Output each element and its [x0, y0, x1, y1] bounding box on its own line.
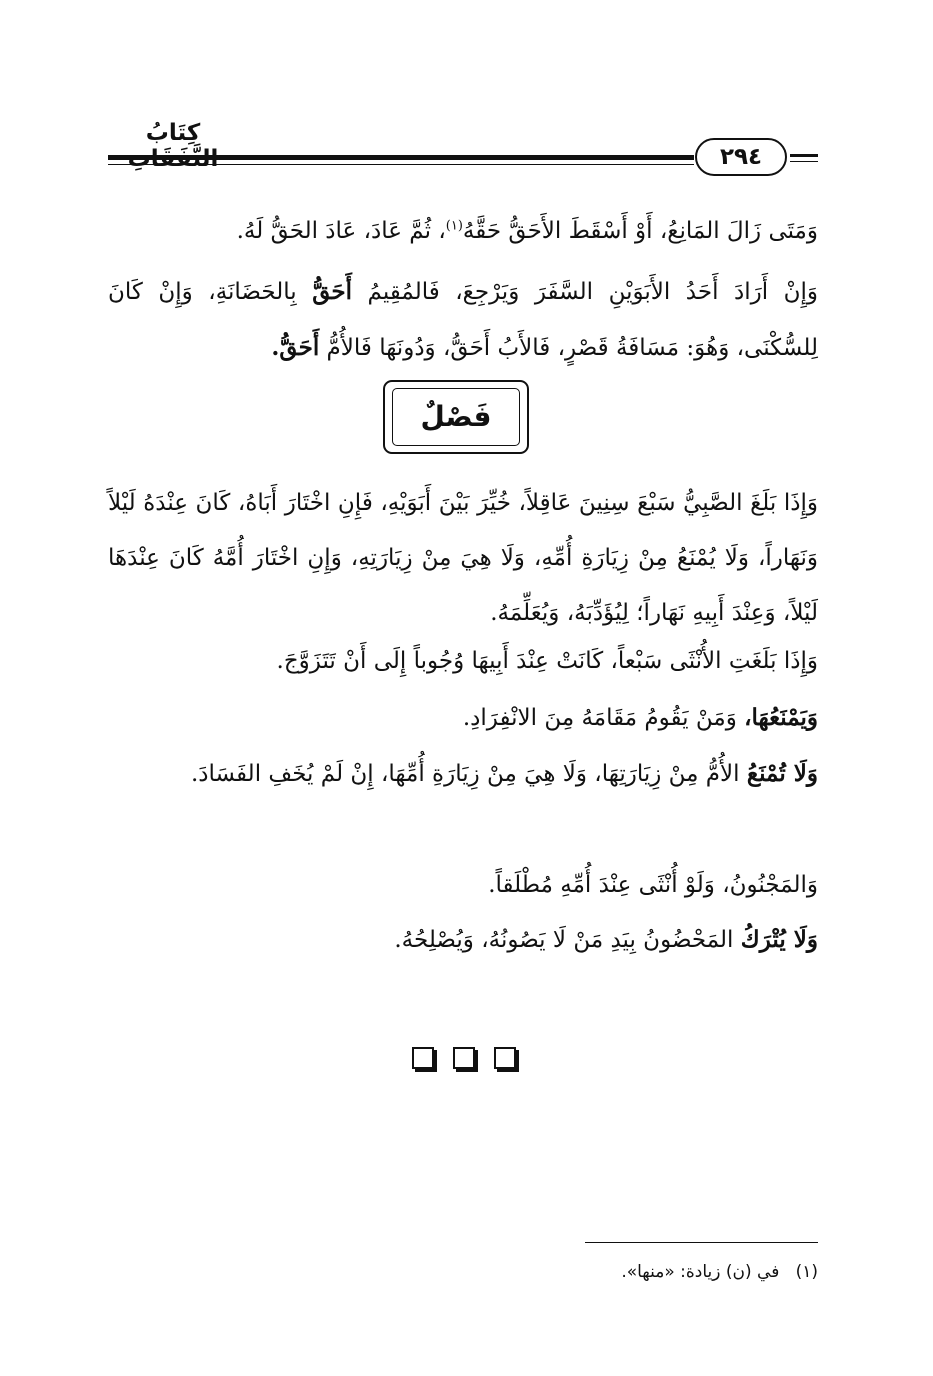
header-dash [790, 154, 818, 157]
bold-term: أَحَقُّ. [271, 334, 320, 361]
paragraph-text: المَحْضُونُ بِيَدِ مَنْ لَا يَصُونُهُ، وَيُصْلِحُهُ. [394, 927, 734, 953]
footnote-separator [585, 1242, 818, 1243]
paragraph-5 [108, 690, 818, 746]
square-ornament-icon [453, 1047, 475, 1069]
paragraph-text: ، ثُمَّ عَادَ، عَادَ الحَقُّ لَهُ. [236, 218, 446, 244]
footnote-text: في (ن) زيادة: «منها». [621, 1262, 780, 1282]
footnote-number: (١) [795, 1262, 818, 1282]
bold-term: وَلَا تُمْنَعُ [746, 760, 818, 787]
section-heading: فَصْلٌ [420, 400, 492, 433]
paragraph-3: وَإِذَا بَلَغَ الصَّبِيُّ سَبْعَ سِنِينَ عَاقِلاً، خُيِّرَ بَيْنَ أَبَوَيْهِ، فَإِنِ اخْتَارَ أَبَاهُ، كَانَ عِنْدَهُ لَيْلاً وَنَهَاراً، وَلَا يُمْنَعُ مِنْ زِيَارَةِ أُمِّهِ، وَلَا هِيَ مِنْ زِيَارَتِهِ، وَإِنِ اخْتَارَ أُمَّهُ كَانَ عِنْدَهَا لَيْلاً، وَعِنْدَ أَبِيهِ نَهَاراً؛ لِيُؤَدِّبَهُ، وَيُعَلِّمَهُ. [108, 490, 818, 626]
paragraph-8 [108, 912, 818, 968]
paragraph-text: وَمَتَى زَالَ المَانِعُ، أَوْ أَسْقَطَ الأَحَقُّ حَقَّهُ [462, 218, 818, 244]
paragraph-text: وَمَنْ يَقُومُ مَقَامَهُ مِنَ الانْفِرَادِ. [462, 705, 737, 731]
paragraph-2 [108, 264, 818, 376]
header-rule-thin [108, 164, 694, 165]
paragraph-text: بِالحَضَانَةِ، وَإِنْ كَانَ لِلسُّكْنَى، وَهُوَ: مَسَافَةُ قَصْرٍ، فَالأَبُ أَحَقُّ، وَدُونَهَا فَالأُمُّ [108, 279, 818, 361]
end-of-section-marks [412, 1047, 522, 1073]
bold-term: وَلَا يُتْرَكُ [740, 926, 818, 953]
footnote [500, 1262, 818, 1282]
bold-term: وَيَمْنَعُهَا، [744, 704, 818, 731]
paragraph-6 [108, 746, 818, 802]
square-ornament-icon [494, 1047, 516, 1069]
paragraph-text: الأُمُّ مِنْ زِيَارَتِهَا، وَلَا هِيَ مِنْ زِيَارَةِ أُمِّهَا، إِنْ لَمْ يُخَفِ الفَسَادَ. [190, 761, 740, 787]
paragraph-text: وَإِنْ أَرَادَ أَحَدُ الأَبَوَيْنِ السَّفَرَ وَيَرْجِعَ، فَالمُقِيمُ [367, 279, 819, 305]
page-number: ٢٩٤ [695, 138, 787, 176]
paragraph-1 [108, 204, 818, 259]
paragraph-7: وَالمَجْنُونُ، وَلَوْ أُنْثَى عِنْدَ أُمِّهِ مُطْلَقاً. [488, 872, 818, 898]
square-ornament-icon [412, 1047, 434, 1069]
paragraph-4: وَإِذَا بَلَغَتِ الأُنْثَى سَبْعاً، كَانَتْ عِنْدَ أَبِيهَا وُجُوباً إِلَى أَنْ تَتَزَوَّجَ. [276, 648, 818, 674]
bold-term: أَحَقُّ [312, 278, 352, 305]
footnote-reference[interactable]: (١) [445, 218, 463, 234]
header-rule-thick [108, 155, 694, 160]
header-dash [790, 161, 818, 162]
running-header-title: كِتَابُ [145, 120, 201, 146]
